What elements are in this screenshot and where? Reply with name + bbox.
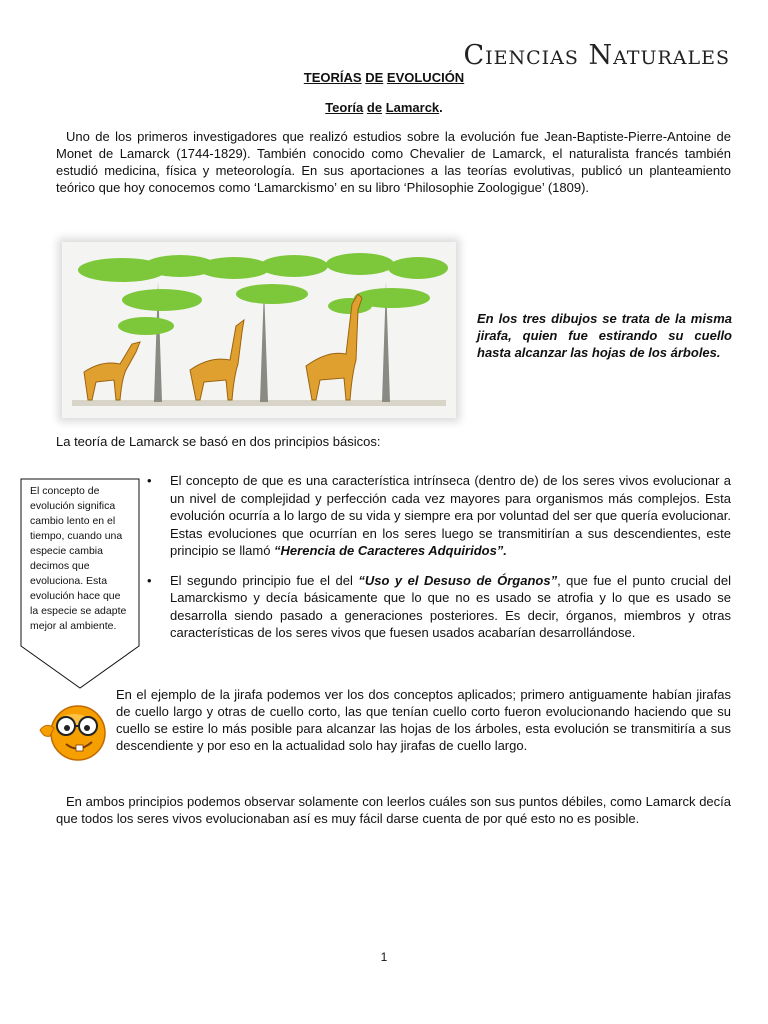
principles-list (147, 472, 731, 654)
smiley-glasses-icon (36, 700, 110, 762)
subtitle-word-2: de (366, 100, 383, 115)
bullet-text: El concepto de que es una característica intrínseca (dentro de) de los seres vivos evolucionar a un nivel de complejidad y perfección cada vez mayores para organismos más complejos. Esta evolución ocurría a lo largo de su vida y siempre era por voluntad del ser que quería evolucionar. Estas evoluciones que ocurrían en los seres luego se transmitirían a sus descendientes, este principio se llamó (170, 473, 731, 558)
subtitle-word-1: Teoría (325, 100, 364, 115)
document-title (0, 70, 768, 85)
giraffe-example-paragraph: En el ejemplo de la jirafa podemos ver los dos conceptos aplicados; primero antiguamente habían jirafas de cuello largo y otras de cuello corto, las que tenían cuello corto fueron evolucionando haciendo que su cuello se estire lo más posible para alcanzar las hojas de los árboles, esta evolución se transmitiría a sus descendiente y por eso en la actualidad solo hay jirafas de cuello largo. (116, 687, 731, 753)
definition-callout (20, 478, 138, 634)
principles-intro: La teoría de Lamarck se basó en dos principios básicos: (56, 434, 381, 449)
subtitle-period: . (439, 100, 443, 115)
title-word-2: DE (365, 70, 384, 85)
bullet-text: El segundo principio fue el del (170, 572, 359, 588)
illustration-caption: En los tres dibujos se trata de la misma jirafa, quien fue estirando su cuello hasta alcanzar las hojas de los árboles. (477, 311, 732, 360)
giraffe-evolution-illustration (62, 242, 456, 418)
giraffe-trees-drawing (62, 242, 456, 418)
bullet-icon: • (147, 473, 152, 488)
callout-text: El concepto de evolución significa cambio lento en el tiempo, cuando una especie cambia decimos que evoluciona. Esta evolución hace que la especie se adapte mejor al ambiente. (30, 485, 127, 632)
section-title (0, 100, 768, 115)
intro-paragraph: Uno de los primeros investigadores que realizó estudios sobre la evolución fue Jean-Baptiste-Pierre-Antoine de Monet de Lamarck (1744-1829). También conocido como Chevalier de Lamarck, el naturalista francés también estudió medicina, física y meteorología. En sus aportaciones a las teorías evolutivas, publicó un planteamiento teórico que hoy conocemos como ‘Lamarckismo’ en su libro ‘Philosophie Zoologigue’ (1809). (56, 129, 731, 195)
bullet-text-after: , que fue el punto crucial del Lamarckismo y decía básicamente que lo que no es usado se atrofia y lo que es usado se desarrolla siendo pasado a generaciones posteriores. Es decir, órganos, miembros y otras características de los seres vivos que fuesen usados acabarían desarrollándose. (170, 572, 731, 640)
list-item (147, 572, 731, 642)
bullet-emphasis: “Uso y el Desuso de Órganos” (358, 572, 558, 588)
title-word-3: EVOLUCIÓN (386, 70, 465, 85)
page-number: 1 (380, 950, 388, 964)
title-word-1: TEORÍAS (303, 70, 362, 85)
conclusion-paragraph: En ambos principios podemos observar solamente con leerlos cuáles son sus puntos débiles, como Lamarck decía que todos los seres vivos evolucionaban así es muy fácil darse cuenta de por qué esto no es posible. (56, 794, 731, 826)
subtitle-word-3: Lamarck (385, 100, 440, 115)
list-item (147, 472, 731, 560)
giraffe-medium-neck (190, 320, 244, 400)
bullet-icon: • (147, 572, 152, 588)
header-title: Ciencias Naturales (463, 40, 730, 71)
bullet-emphasis: “Herencia de Caracteres Adquiridos”. (274, 543, 507, 558)
giraffe-short-neck (84, 342, 140, 400)
